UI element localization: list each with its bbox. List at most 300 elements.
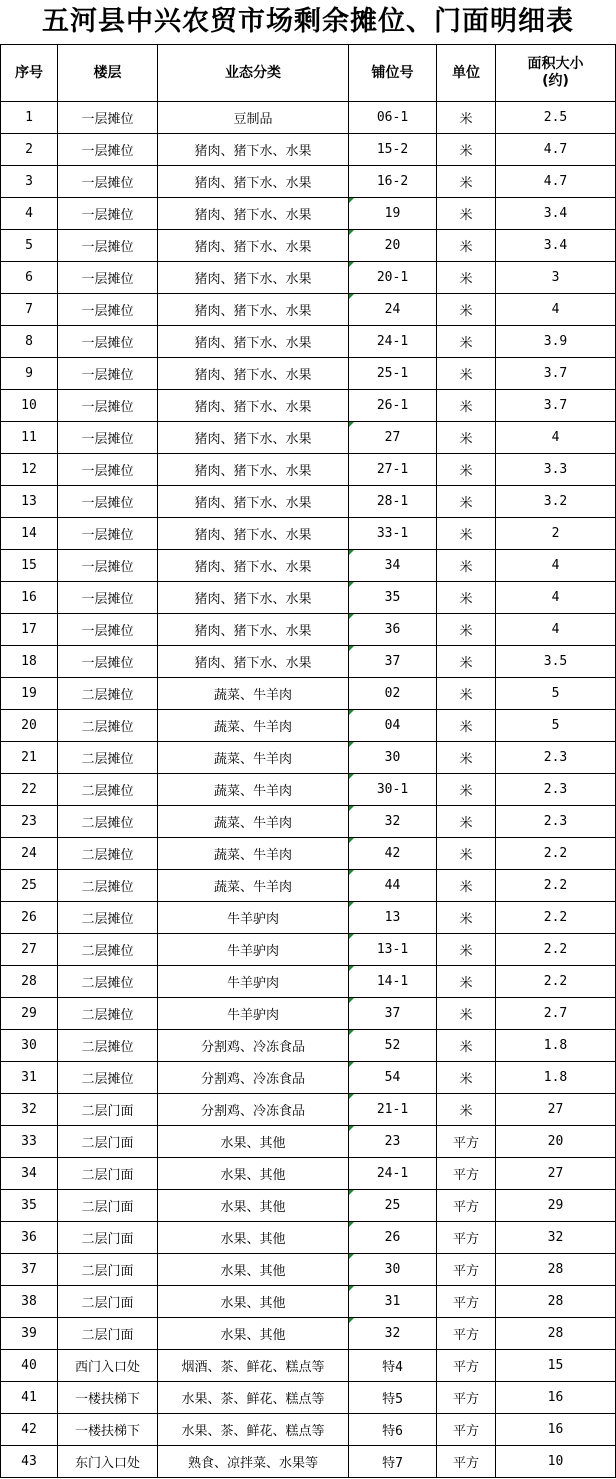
header-area-line2: (约) (542, 73, 569, 89)
row-area: 2.2 (496, 934, 616, 966)
row-unit: 平方 (437, 1446, 496, 1478)
row-floor: 一层摊位 (58, 166, 158, 198)
table-row (1, 838, 616, 870)
row-floor: 一层摊位 (58, 230, 158, 262)
row-category: 豆制品 (158, 102, 349, 134)
row-area: 1.8 (496, 1030, 616, 1062)
row-stall-no: 特5 (349, 1382, 437, 1414)
row-stall-no: 16-2 (349, 166, 437, 198)
header-area-line1: 面积大小 (527, 56, 584, 72)
row-category: 水果、茶、鲜花、糕点等 (158, 1414, 349, 1446)
header-row (1, 45, 616, 102)
row-unit: 米 (437, 102, 496, 134)
row-unit: 平方 (437, 1254, 496, 1286)
header-area (496, 45, 616, 102)
row-floor: 二层门面 (58, 1158, 158, 1190)
table-row (1, 1158, 616, 1190)
row-unit: 米 (437, 806, 496, 838)
header-stall-no: 铺位号 (349, 45, 437, 102)
row-category: 猪肉、猪下水、水果 (158, 486, 349, 518)
row-category: 水果、其他 (158, 1318, 349, 1350)
row-stall-no: 13-1 (349, 934, 437, 966)
row-unit: 平方 (437, 1414, 496, 1446)
row-stall-no: 35 (349, 582, 437, 614)
row-unit: 平方 (437, 1190, 496, 1222)
row-floor: 二层摊位 (58, 774, 158, 806)
row-category: 猪肉、猪下水、水果 (158, 614, 349, 646)
stall-table (0, 44, 616, 1478)
row-category: 蔬菜、牛羊肉 (158, 678, 349, 710)
row-category: 猪肉、猪下水、水果 (158, 518, 349, 550)
row-area: 29 (496, 1190, 616, 1222)
row-stall-no: 24 (349, 294, 437, 326)
row-stall-no: 19 (349, 198, 437, 230)
row-area: 4 (496, 294, 616, 326)
row-floor: 二层摊位 (58, 870, 158, 902)
row-seq: 1 (1, 102, 58, 134)
row-seq: 40 (1, 1350, 58, 1382)
row-floor: 一层摊位 (58, 646, 158, 678)
row-seq: 15 (1, 550, 58, 582)
row-seq: 11 (1, 422, 58, 454)
row-area: 4 (496, 422, 616, 454)
row-unit: 米 (437, 966, 496, 998)
row-stall-no: 30 (349, 1254, 437, 1286)
row-unit: 米 (437, 1062, 496, 1094)
row-seq: 41 (1, 1382, 58, 1414)
table-row (1, 486, 616, 518)
row-unit: 平方 (437, 1126, 496, 1158)
row-category: 蔬菜、牛羊肉 (158, 870, 349, 902)
row-floor: 一层摊位 (58, 390, 158, 422)
row-category: 水果、其他 (158, 1254, 349, 1286)
table-row (1, 422, 616, 454)
row-area: 27 (496, 1158, 616, 1190)
row-area: 3.7 (496, 358, 616, 390)
row-seq: 12 (1, 454, 58, 486)
table-row (1, 102, 616, 134)
row-seq: 14 (1, 518, 58, 550)
table-row (1, 1286, 616, 1318)
table-row (1, 230, 616, 262)
row-stall-no: 23 (349, 1126, 437, 1158)
row-seq: 39 (1, 1318, 58, 1350)
row-stall-no: 06-1 (349, 102, 437, 134)
header-floor: 楼层 (58, 45, 158, 102)
row-category: 牛羊驴肉 (158, 998, 349, 1030)
row-category: 蔬菜、牛羊肉 (158, 742, 349, 774)
row-floor: 二层门面 (58, 1190, 158, 1222)
row-seq: 28 (1, 966, 58, 998)
row-area: 3.2 (496, 486, 616, 518)
row-unit: 平方 (437, 1286, 496, 1318)
row-area: 28 (496, 1318, 616, 1350)
row-category: 猪肉、猪下水、水果 (158, 550, 349, 582)
row-stall-no: 52 (349, 1030, 437, 1062)
row-area: 4 (496, 614, 616, 646)
row-stall-no: 04 (349, 710, 437, 742)
row-stall-no: 34 (349, 550, 437, 582)
table-row (1, 326, 616, 358)
row-stall-no: 30 (349, 742, 437, 774)
row-category: 猪肉、猪下水、水果 (158, 582, 349, 614)
table-row (1, 710, 616, 742)
table-row (1, 134, 616, 166)
row-area: 3.4 (496, 198, 616, 230)
row-category: 水果、其他 (158, 1286, 349, 1318)
row-area: 32 (496, 1222, 616, 1254)
row-seq: 21 (1, 742, 58, 774)
row-area: 2.5 (496, 102, 616, 134)
row-area: 2.2 (496, 902, 616, 934)
row-stall-no: 13 (349, 902, 437, 934)
row-stall-no: 42 (349, 838, 437, 870)
row-seq: 17 (1, 614, 58, 646)
row-unit: 米 (437, 1030, 496, 1062)
row-stall-no: 26 (349, 1222, 437, 1254)
table-row (1, 166, 616, 198)
row-unit: 平方 (437, 1222, 496, 1254)
row-seq: 32 (1, 1094, 58, 1126)
row-stall-no: 25 (349, 1190, 437, 1222)
row-stall-no: 15-2 (349, 134, 437, 166)
row-stall-no: 37 (349, 998, 437, 1030)
row-floor: 二层摊位 (58, 934, 158, 966)
row-area: 3.9 (496, 326, 616, 358)
row-floor: 一层摊位 (58, 454, 158, 486)
row-stall-no: 37 (349, 646, 437, 678)
header-seq: 序号 (1, 45, 58, 102)
row-unit: 米 (437, 998, 496, 1030)
row-floor: 二层摊位 (58, 966, 158, 998)
row-floor: 一层摊位 (58, 582, 158, 614)
row-floor: 二层摊位 (58, 838, 158, 870)
row-floor: 一层摊位 (58, 486, 158, 518)
table-row (1, 1190, 616, 1222)
row-area: 4 (496, 582, 616, 614)
row-seq: 35 (1, 1190, 58, 1222)
row-category: 水果、茶、鲜花、糕点等 (158, 1382, 349, 1414)
row-unit: 米 (437, 134, 496, 166)
table-row (1, 1222, 616, 1254)
row-area: 2.2 (496, 838, 616, 870)
row-area: 3 (496, 262, 616, 294)
row-unit: 米 (437, 326, 496, 358)
row-area: 2.2 (496, 870, 616, 902)
table-row (1, 294, 616, 326)
table-row (1, 742, 616, 774)
table-row (1, 614, 616, 646)
row-stall-no: 32 (349, 806, 437, 838)
row-stall-no: 21-1 (349, 1094, 437, 1126)
row-category: 猪肉、猪下水、水果 (158, 646, 349, 678)
row-unit: 平方 (437, 1158, 496, 1190)
row-category: 猪肉、猪下水、水果 (158, 454, 349, 486)
row-unit: 米 (437, 742, 496, 774)
table-row (1, 806, 616, 838)
row-seq: 36 (1, 1222, 58, 1254)
row-category: 猪肉、猪下水、水果 (158, 358, 349, 390)
table-row (1, 902, 616, 934)
row-area: 3.4 (496, 230, 616, 262)
row-category: 水果、其他 (158, 1222, 349, 1254)
row-unit: 平方 (437, 1318, 496, 1350)
row-area: 28 (496, 1254, 616, 1286)
row-unit: 米 (437, 870, 496, 902)
row-stall-no: 26-1 (349, 390, 437, 422)
row-stall-no: 25-1 (349, 358, 437, 390)
row-floor: 一楼扶梯下 (58, 1414, 158, 1446)
table-row (1, 390, 616, 422)
row-area: 20 (496, 1126, 616, 1158)
row-category: 猪肉、猪下水、水果 (158, 422, 349, 454)
row-floor: 二层门面 (58, 1222, 158, 1254)
row-floor: 二层摊位 (58, 998, 158, 1030)
row-unit: 米 (437, 902, 496, 934)
row-unit: 米 (437, 262, 496, 294)
table-row (1, 678, 616, 710)
row-seq: 43 (1, 1446, 58, 1478)
row-unit: 米 (437, 294, 496, 326)
table-row (1, 998, 616, 1030)
row-floor: 二层摊位 (58, 902, 158, 934)
row-category: 蔬菜、牛羊肉 (158, 838, 349, 870)
row-unit: 米 (437, 198, 496, 230)
row-stall-no: 33-1 (349, 518, 437, 550)
row-floor: 一层摊位 (58, 614, 158, 646)
row-floor: 东门入口处 (58, 1446, 158, 1478)
row-seq: 9 (1, 358, 58, 390)
row-seq: 20 (1, 710, 58, 742)
row-floor: 一层摊位 (58, 422, 158, 454)
row-category: 猪肉、猪下水、水果 (158, 262, 349, 294)
row-stall-no: 31 (349, 1286, 437, 1318)
header-category: 业态分类 (158, 45, 349, 102)
page-title: 五河县中兴农贸市场剩余摊位、门面明细表 (42, 6, 574, 37)
table-row (1, 870, 616, 902)
row-unit: 米 (437, 838, 496, 870)
row-seq: 29 (1, 998, 58, 1030)
row-floor: 一层摊位 (58, 294, 158, 326)
row-area: 2.3 (496, 774, 616, 806)
row-category: 水果、其他 (158, 1126, 349, 1158)
row-stall-no: 24-1 (349, 326, 437, 358)
row-seq: 19 (1, 678, 58, 710)
row-category: 熟食、凉拌菜、水果等 (158, 1446, 349, 1478)
row-seq: 22 (1, 774, 58, 806)
row-area: 10 (496, 1446, 616, 1478)
row-floor: 二层摊位 (58, 1062, 158, 1094)
table-row (1, 934, 616, 966)
row-floor: 一层摊位 (58, 550, 158, 582)
row-floor: 一楼扶梯下 (58, 1382, 158, 1414)
row-stall-no: 特4 (349, 1350, 437, 1382)
row-area: 15 (496, 1350, 616, 1382)
row-unit: 米 (437, 518, 496, 550)
table-row (1, 518, 616, 550)
row-floor: 二层摊位 (58, 1030, 158, 1062)
row-stall-no: 20 (349, 230, 437, 262)
row-category: 猪肉、猪下水、水果 (158, 166, 349, 198)
row-floor: 西门入口处 (58, 1350, 158, 1382)
row-seq: 34 (1, 1158, 58, 1190)
row-floor: 二层门面 (58, 1318, 158, 1350)
row-seq: 42 (1, 1414, 58, 1446)
table-row (1, 774, 616, 806)
row-unit: 米 (437, 646, 496, 678)
row-stall-no: 24-1 (349, 1158, 437, 1190)
row-stall-no: 27-1 (349, 454, 437, 486)
row-area: 16 (496, 1414, 616, 1446)
row-area: 3.7 (496, 390, 616, 422)
row-category: 分割鸡、冷冻食品 (158, 1030, 349, 1062)
row-category: 猪肉、猪下水、水果 (158, 294, 349, 326)
row-seq: 6 (1, 262, 58, 294)
table-row (1, 1030, 616, 1062)
row-seq: 23 (1, 806, 58, 838)
row-stall-no: 44 (349, 870, 437, 902)
row-floor: 一层摊位 (58, 358, 158, 390)
row-unit: 米 (437, 550, 496, 582)
row-area: 27 (496, 1094, 616, 1126)
row-seq: 2 (1, 134, 58, 166)
row-area: 2.3 (496, 742, 616, 774)
row-floor: 一层摊位 (58, 198, 158, 230)
row-category: 猪肉、猪下水、水果 (158, 134, 349, 166)
row-category: 牛羊驴肉 (158, 966, 349, 998)
row-area: 5 (496, 678, 616, 710)
row-area: 5 (496, 710, 616, 742)
row-area: 3.5 (496, 646, 616, 678)
row-area: 3.3 (496, 454, 616, 486)
table-row (1, 966, 616, 998)
row-seq: 7 (1, 294, 58, 326)
row-area: 4.7 (496, 134, 616, 166)
row-seq: 25 (1, 870, 58, 902)
row-category: 分割鸡、冷冻食品 (158, 1062, 349, 1094)
row-seq: 18 (1, 646, 58, 678)
row-floor: 二层摊位 (58, 710, 158, 742)
row-seq: 5 (1, 230, 58, 262)
row-floor: 二层门面 (58, 1094, 158, 1126)
row-stall-no: 30-1 (349, 774, 437, 806)
row-seq: 26 (1, 902, 58, 934)
row-stall-no: 28-1 (349, 486, 437, 518)
table-row (1, 1318, 616, 1350)
table-row (1, 262, 616, 294)
row-unit: 平方 (437, 1382, 496, 1414)
table-row (1, 1350, 616, 1382)
table-row (1, 198, 616, 230)
row-seq: 10 (1, 390, 58, 422)
row-seq: 13 (1, 486, 58, 518)
row-category: 猪肉、猪下水、水果 (158, 326, 349, 358)
row-category: 猪肉、猪下水、水果 (158, 390, 349, 422)
table-row (1, 1126, 616, 1158)
row-floor: 二层摊位 (58, 678, 158, 710)
table-row (1, 582, 616, 614)
table-row (1, 454, 616, 486)
row-seq: 4 (1, 198, 58, 230)
row-seq: 30 (1, 1030, 58, 1062)
row-category: 蔬菜、牛羊肉 (158, 806, 349, 838)
row-stall-no: 特7 (349, 1446, 437, 1478)
row-category: 蔬菜、牛羊肉 (158, 774, 349, 806)
header-unit: 单位 (437, 45, 496, 102)
row-stall-no: 特6 (349, 1414, 437, 1446)
row-seq: 8 (1, 326, 58, 358)
row-floor: 一层摊位 (58, 518, 158, 550)
row-area: 4 (496, 550, 616, 582)
table-row (1, 1414, 616, 1446)
table-row (1, 1382, 616, 1414)
row-stall-no: 32 (349, 1318, 437, 1350)
row-category: 牛羊驴肉 (158, 934, 349, 966)
row-seq: 24 (1, 838, 58, 870)
table-row (1, 1254, 616, 1286)
row-unit: 米 (437, 454, 496, 486)
row-category: 猪肉、猪下水、水果 (158, 198, 349, 230)
row-floor: 一层摊位 (58, 102, 158, 134)
row-stall-no: 36 (349, 614, 437, 646)
row-unit: 米 (437, 422, 496, 454)
row-category: 水果、其他 (158, 1190, 349, 1222)
row-floor: 一层摊位 (58, 134, 158, 166)
row-area: 1.8 (496, 1062, 616, 1094)
row-category: 水果、其他 (158, 1158, 349, 1190)
row-area: 2 (496, 518, 616, 550)
row-unit: 平方 (437, 1350, 496, 1382)
row-category: 牛羊驴肉 (158, 902, 349, 934)
table-row (1, 1094, 616, 1126)
row-floor: 一层摊位 (58, 326, 158, 358)
table-row (1, 646, 616, 678)
row-floor: 二层门面 (58, 1286, 158, 1318)
row-unit: 米 (437, 582, 496, 614)
row-unit: 米 (437, 166, 496, 198)
row-seq: 27 (1, 934, 58, 966)
row-floor: 一层摊位 (58, 262, 158, 294)
row-unit: 米 (437, 358, 496, 390)
table-row (1, 1446, 616, 1478)
row-area: 2.2 (496, 966, 616, 998)
row-stall-no: 27 (349, 422, 437, 454)
row-floor: 二层门面 (58, 1254, 158, 1286)
row-unit: 米 (437, 1094, 496, 1126)
row-unit: 米 (437, 774, 496, 806)
row-area: 2.7 (496, 998, 616, 1030)
row-area: 16 (496, 1382, 616, 1414)
row-unit: 米 (437, 934, 496, 966)
row-area: 2.3 (496, 806, 616, 838)
row-area: 4.7 (496, 166, 616, 198)
row-seq: 3 (1, 166, 58, 198)
row-seq: 31 (1, 1062, 58, 1094)
row-area: 28 (496, 1286, 616, 1318)
row-seq: 33 (1, 1126, 58, 1158)
row-category: 蔬菜、牛羊肉 (158, 710, 349, 742)
row-category: 分割鸡、冷冻食品 (158, 1094, 349, 1126)
row-unit: 米 (437, 486, 496, 518)
table-row (1, 1062, 616, 1094)
row-unit: 米 (437, 390, 496, 422)
row-stall-no: 14-1 (349, 966, 437, 998)
table-row (1, 550, 616, 582)
row-seq: 38 (1, 1286, 58, 1318)
row-unit: 米 (437, 614, 496, 646)
row-floor: 二层摊位 (58, 806, 158, 838)
row-unit: 米 (437, 710, 496, 742)
